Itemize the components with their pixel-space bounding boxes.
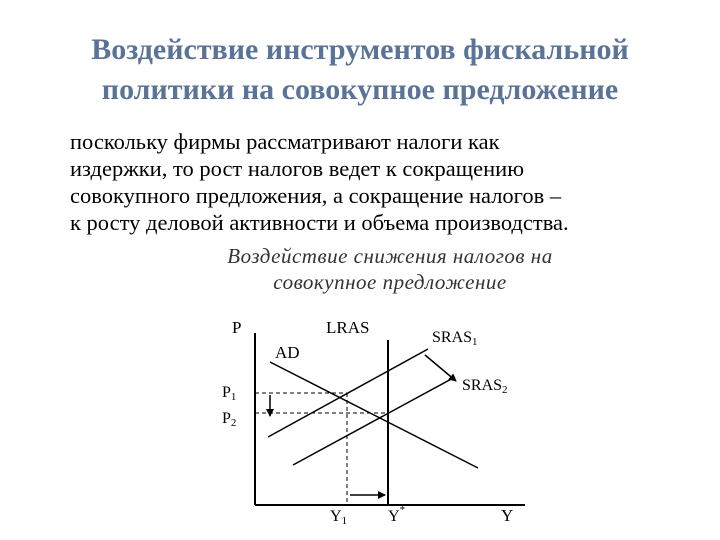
body-line-2: издержки, то рост налогов ведет к сокращению xyxy=(70,156,524,181)
p1-label: P1 xyxy=(222,384,237,403)
y1-label: Y1 xyxy=(330,508,348,527)
sras2-curve xyxy=(293,377,455,465)
sras2-label: SRAS2 xyxy=(462,377,508,396)
caption-line-1: Воздействие снижения налогов на xyxy=(227,244,553,268)
p2-label: P2 xyxy=(222,410,237,429)
p-axis-label: P xyxy=(232,318,242,337)
title-line-1: Воздействие инструментов фискальной xyxy=(91,33,629,66)
lras-label: LRAS xyxy=(326,318,370,337)
body-line-1: поскольку фирмы рассматривают налоги как xyxy=(70,129,500,154)
body-line-4: к росту деловой активности и объема производства. xyxy=(70,210,569,235)
body-line-3: совокупного предложения, а сокращение налогов – xyxy=(70,183,562,208)
sras1-label: SRAS1 xyxy=(432,329,478,348)
ad-label: AD xyxy=(275,343,300,362)
title-line-2: политики на совокупное предложение xyxy=(101,73,619,106)
caption-line-2: совокупное предложение xyxy=(273,270,507,294)
supply-shift-arrow xyxy=(425,355,456,381)
y-star-label: Y* xyxy=(388,504,406,525)
y-axis-label: Y xyxy=(501,506,514,525)
